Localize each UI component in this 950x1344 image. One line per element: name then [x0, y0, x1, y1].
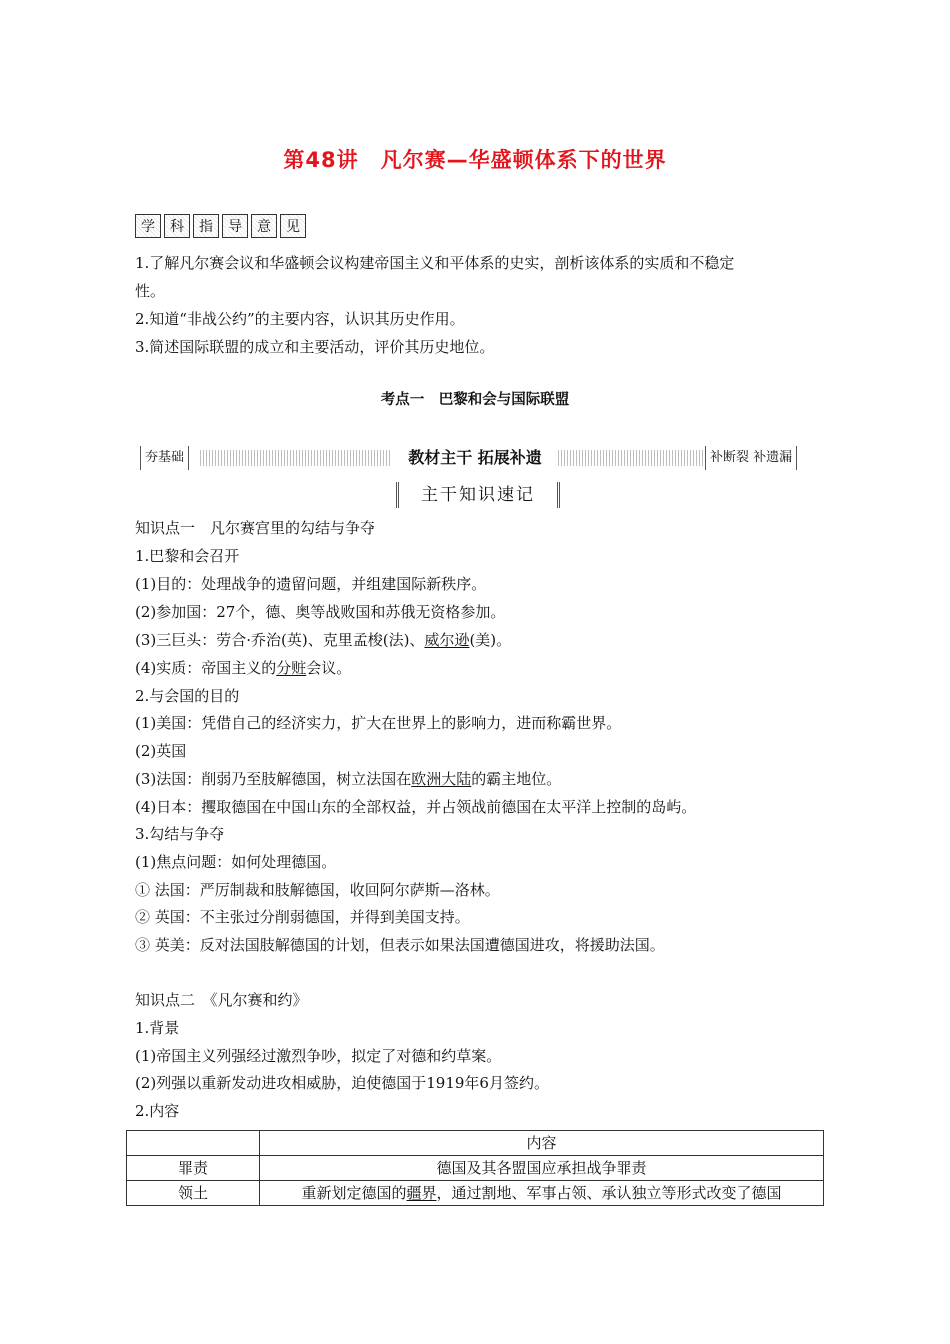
table-header-cell: 内容 — [260, 1131, 824, 1156]
badge-char: 见 — [280, 214, 306, 238]
kp1-s1-2: (2)参加国：27个，德、奥等战败国和苏俄无资格参加。 — [135, 603, 506, 621]
section-title: 考点一 巴黎和会与国际联盟 — [380, 392, 570, 408]
kp1-s3-b: ② 英国：不主张过分削弱德国，并得到美国支持。 — [135, 908, 470, 926]
kp2-s1-2: (2)列强以重新发动进攻相威胁，迫使德国于1919年6月签约。 — [135, 1074, 549, 1092]
table-cell-label: 罪责 — [127, 1156, 260, 1181]
kp1-s3-a: ① 法国：严厉制裁和肢解德国，收回阿尔萨斯—洛林。 — [135, 881, 500, 899]
kp2-s1-title: 1.背景 — [135, 1019, 180, 1037]
kp1-s2-4: (4)日本：攫取德国在中国山东的全部权益，并占领战前德国在太平洋上控制的岛屿。 — [135, 798, 697, 816]
badge-char: 意 — [251, 214, 277, 238]
kp1-s3-title: 3.勾结与争夺 — [135, 825, 225, 843]
kp1-s3-c: ③ 英美：反对法国肢解德国的计划，但表示如果法国遭德国进攻，将援助法国。 — [135, 936, 665, 954]
kp1-s1-title: 1.巴黎和会召开 — [135, 547, 240, 565]
table-cell-text: 重新划定德国的疆界，通过割地、军事占领、承认独立等形式改变了德国 — [260, 1181, 824, 1206]
kp1-s2-1: (1)美国：凭借自己的经济实力，扩大在世界上的影响力，进而称霸世界。 — [135, 714, 622, 732]
lesson-title: 第48讲 凡尔赛—华盛顿体系下的世界 — [283, 148, 667, 172]
underlined-answer: 分赃 — [276, 659, 307, 677]
guidance-line: 3.简述国际联盟的成立和主要活动，评价其历史地位。 — [135, 338, 495, 356]
table-cell-label: 领土 — [127, 1181, 260, 1206]
table-header-cell — [127, 1131, 260, 1156]
table-cell-text: 德国及其各盟国应承担战争罪责 — [260, 1156, 824, 1181]
banner-dots-right — [558, 450, 704, 466]
kp2-heading: 知识点二 《凡尔赛和约》 — [135, 991, 308, 1009]
banner-dots-left — [200, 450, 392, 466]
kp1-s2-3: (3)法国：削弱乃至肢解德国，树立法国在欧洲大陆的霸主地位。 — [135, 770, 562, 788]
guidance-badge — [135, 213, 309, 239]
kp1-heading: 知识点一 凡尔赛宫里的勾结与争夺 — [135, 519, 376, 537]
banner-center-label: 教材主干 拓展补遗 — [392, 446, 558, 470]
guidance-line: 1.了解凡尔赛会议和华盛顿会议构建帝国主义和平体系的史实，剖析该体系的实质和不稳定 — [135, 254, 735, 272]
banner-left-label: 夯基础 — [140, 446, 189, 470]
guidance-line: 2.知道“非战公约”的主要内容，认识其历史作用。 — [135, 310, 465, 328]
badge-char: 导 — [222, 214, 248, 238]
kp2-s1-1: (1)帝国主义列强经过激烈争吵，拟定了对德和约草案。 — [135, 1047, 502, 1065]
guidance-line: 性。 — [135, 282, 166, 300]
badge-char: 科 — [164, 214, 190, 238]
kp1-s2-title: 2.与会国的目的 — [135, 687, 240, 705]
badge-char: 指 — [193, 214, 219, 238]
kp1-s2-2: (2)英国 — [135, 742, 187, 760]
badge-char: 学 — [135, 214, 161, 238]
section-banner — [140, 446, 810, 470]
kp1-s1-1: (1)目的：处理战争的遗留问题，并组建国际新秩序。 — [135, 575, 487, 593]
banner-right-label: 补断裂 补遗漏 — [705, 446, 797, 470]
underlined-answer: 疆界 — [406, 1184, 437, 1202]
kp1-s1-4: (4)实质：帝国主义的分赃会议。 — [135, 659, 352, 677]
treaty-content-table — [126, 1130, 824, 1206]
subsection-banner: 主干知识速记 — [396, 482, 560, 508]
underlined-answer: 欧洲大陆 — [411, 770, 472, 788]
table-row — [127, 1181, 824, 1206]
table-header-row — [127, 1131, 824, 1156]
kp1-s1-3: (3)三巨头：劳合·乔治(英)、克里孟梭(法)、威尔逊(美)。 — [135, 631, 512, 649]
underlined-answer: 威尔逊 — [424, 631, 470, 649]
table-row — [127, 1156, 824, 1181]
kp1-s3-1: (1)焦点问题：如何处理德国。 — [135, 853, 337, 871]
kp2-s2-title: 2.内容 — [135, 1102, 180, 1120]
